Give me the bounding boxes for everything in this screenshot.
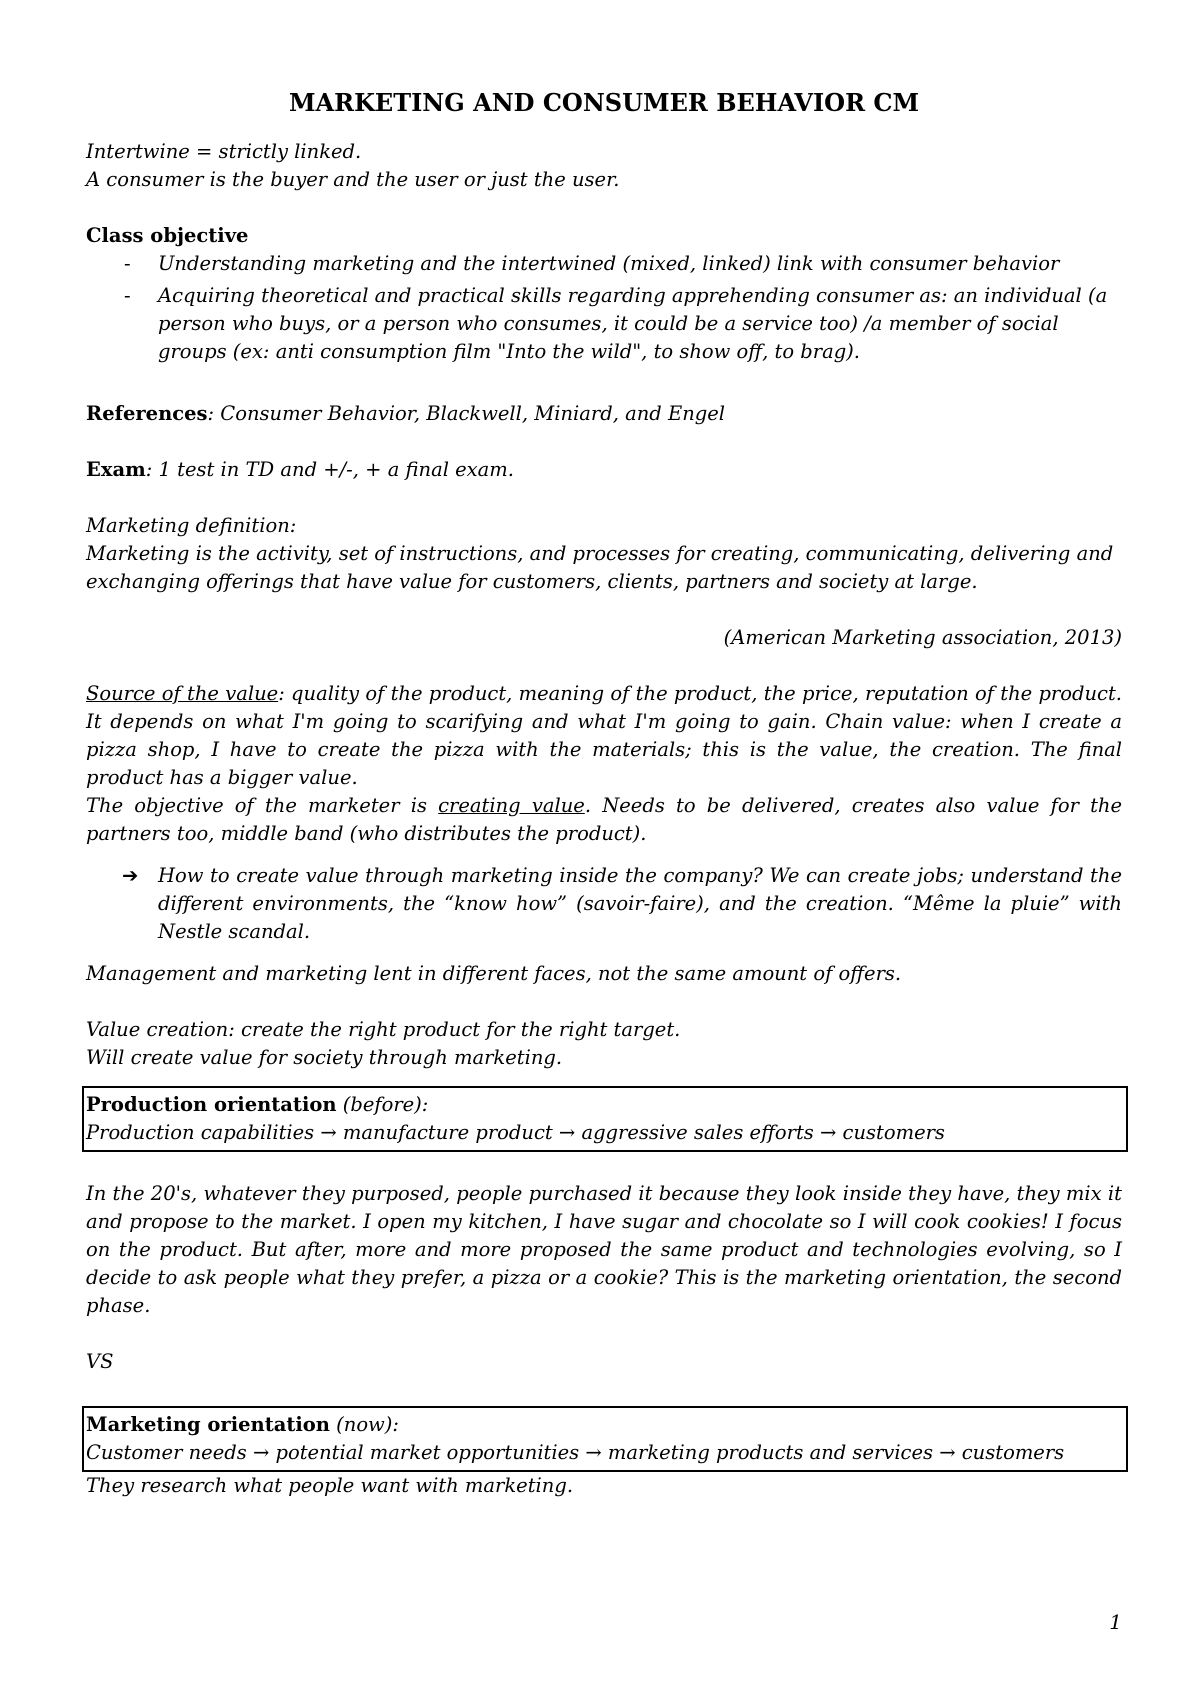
marketing-orientation-heading-line [86, 1411, 1120, 1439]
list-item [86, 250, 1122, 278]
creating-value-underlined: creating value [438, 794, 585, 817]
marketing-orientation-flow: Customer needs → potential market opportunities → marketing products and services → customers [86, 1441, 1065, 1464]
class-objective-list [86, 250, 1122, 366]
list-item [86, 282, 1122, 366]
list-item-text: Understanding marketing and the intertwined (mixed, linked) link with consumer behavior [158, 252, 1060, 275]
vs-label: VS [86, 1350, 114, 1373]
production-orientation-flow: Production capabilities → manufacture product → aggressive sales efforts → customers [86, 1121, 945, 1144]
class-objective-heading: Class objective [86, 224, 249, 247]
list-item-text: Acquiring theoretical and practical skills regarding apprehending consumer as: an individual (a person who buys, or a person who consumes, it could be a service too) /a member of social groups (ex: anti consumption film "Into the wild", to show off, to brag). [158, 284, 1108, 363]
marketer-objective-pre: The objective of the marketer is [86, 794, 439, 817]
page-content [86, 86, 1122, 1500]
exam-text: : 1 test in TD and +/-, + a final exam. [145, 458, 514, 481]
arrow-right-icon: ➔ [122, 864, 139, 887]
source-of-value-label: Source of the value [86, 682, 279, 705]
marketing-orientation-heading: Marketing orientation [86, 1413, 330, 1436]
exam-label: Exam [86, 458, 146, 481]
production-orientation-box [82, 1086, 1128, 1152]
management-line: Management and marketing lent in different faces, not the same amount of offers. [86, 962, 902, 985]
marketing-definition-text: Marketing is the activity, set of instructions, and processes for creating, communicating, delivering and exchanging offerings that have value for customers, clients, partners and society at large. [86, 542, 1114, 593]
references-line [86, 400, 1122, 428]
references-label: References [86, 402, 208, 425]
marketing-orientation-qualifier: (now): [329, 1413, 399, 1436]
marketing-definition-citation: (American Marketing association, 2013) [723, 626, 1122, 649]
production-orientation-heading-line [86, 1091, 1120, 1119]
production-orientation-heading: Production orientation [86, 1093, 337, 1116]
marketer-objective-post: . Needs to be delivered, creates also value for the partners too, middle band (who distributes the product). [86, 794, 1123, 845]
source-of-value-paragraph [86, 680, 1122, 792]
closing-line: They research what people want with marketing. [86, 1474, 574, 1497]
references-text: : Consumer Behavior, Blackwell, Miniard, and Engel [207, 402, 726, 425]
marketing-definition-heading: Marketing definition: [86, 514, 297, 537]
value-creation-line-1: Value creation: create the right product for the right target. [86, 1018, 681, 1041]
exam-line [86, 456, 1122, 484]
production-orientation-qualifier: (before): [336, 1093, 429, 1116]
dash-bullet: - [124, 284, 131, 307]
twenties-paragraph: In the 20's, whatever they purposed, people purchased it because they look inside they have, they mix it and propose to the market. I open my kitchen, I have sugar and chocolate so I will cook cookies! I focus on the product. But after, more and more proposed the same product and technologies evolving, so I decide to ask people what they prefer, a pizza or a cookie? This is the marketing orientation, the second phase. [86, 1182, 1122, 1317]
value-creation-line-2: Will create value for society through marketing. [86, 1046, 563, 1069]
document-title: MARKETING AND CONSUMER BEHAVIOR CM [288, 88, 920, 117]
source-of-value-text: : quality of the product, meaning of the product, the price, reputation of the product. It depends on what I'm going to scarifying and what I'm going to gain. Chain value: when I create a pizza shop, I have to create the pizza with the materials; this is the value, the creation. The final product has a bigger value. [86, 682, 1122, 789]
intro-line-1: Intertwine = strictly linked. [86, 140, 362, 163]
arrow-point-text: How to create value through marketing inside the company? We can create jobs; understand the different environments, the “know how” (savoir-faire), and the creation. “Même la pluie” with Nestle scandal. [158, 864, 1122, 943]
page-number: 1 [1109, 1610, 1122, 1634]
marketing-orientation-box [82, 1406, 1128, 1472]
intro-line-2: A consumer is the buyer and the user or just the user. [86, 168, 620, 191]
marketer-objective-paragraph [86, 792, 1122, 848]
dash-bullet: - [124, 252, 131, 275]
arrow-point [86, 862, 1122, 946]
